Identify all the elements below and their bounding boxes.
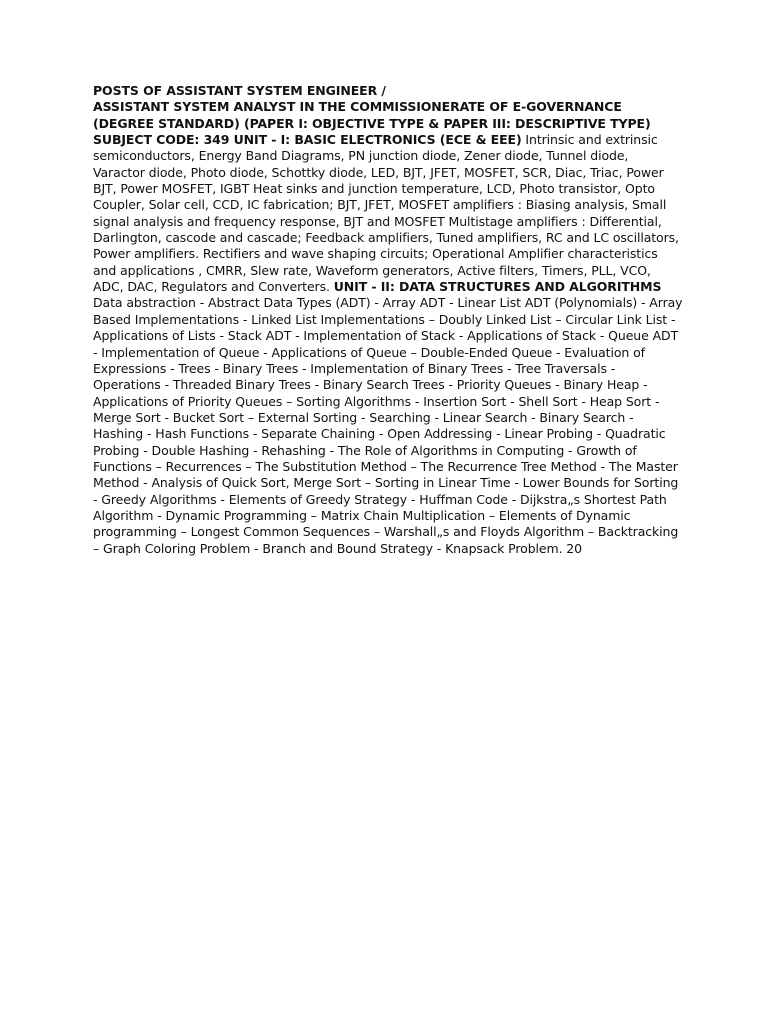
unit2-body: Data abstraction - Abstract Data Types (ADT) - Array ADT - Linear List ADT (Polynomials) - Array Based Implementations - Linked List Implementations – Doubly Linked List – Circular Link List - Applications of Lists - Stack ADT - Implementation of Stack - Applications of Stack - Queue ADT - Implementation of Queue - Applications of Queue – Double-Ended Queue - Evaluation of Expressions - Trees - Binary Trees - Implementation of Binary Trees - Tree Traversals - Operations - Threaded Binary Trees - Binary Search Trees - Priority Queues - Binary Heap - Applications of Priority Queues – Sorting Algorithms - Insertion Sort - Shell Sort - Heap Sort - Merge Sort - Bucket Sort – External Sorting - Searching - Linear Search - Binary Search - Hashing - Hash Functions - Separate Chaining - Open Addressing - Linear Probing - Quadratic Probing - Double Hashing - Rehashing - The Role of Algorithms in Computing - Growth of Functions – Recurrences – The Substitution Method – The Recurrence Tree Method - The Master Method - Analysis of Quick Sort, Merge Sort – Sorting in Linear Time - Lower Bounds for Sorting - Greedy Algorithms - Elements of Greedy Strategy - Huffman Code - Dijkstra„s Shortest Path Algorithm - Dynamic Programming – Matrix Chain Multiplication – Elements of Dynamic programming – Longest Common Sequences – Warshall„s and Floyds Algorithm – Backtracking – Graph Coloring Problem - Branch and Bound Strategy - Knapsack Problem. 20 [93, 295, 683, 556]
document-title-line2: ASSISTANT SYSTEM ANALYST IN THE COMMISSIONERATE OF E-GOVERNANCE [93, 99, 622, 115]
unit1-body: Intrinsic and extrinsic semiconductors, Energy Band Diagrams, PN junction diode, Zener diode, Tunnel diode, Varactor diode, Photo diode, Schottky diode, LED, BJT, JFET, MOSFET, SCR, Diac, Triac, Power BJT, Power MOSFET, IGBT Heat sinks and junction temperature, LCD, Photo transistor, Opto Coupler, Solar cell, CCD, IC fabrication; BJT, JFET, MOSFET amplifiers : Biasing analysis, Small signal analysis and frequency response, BJT and MOSFET Multistage amplifiers : Differential, Darlington, cascode and cascade; Feedback amplifiers, Tuned amplifiers, RC and LC oscillators, Power amplifiers. Rectifiers and wave shaping circuits; Operational Amplifier characteristics and applications , CMRR, Slew rate, Waveform generators, Active filters, Timers, PLL, VCO, ADC, DAC, Regulators and Converters. [93, 132, 679, 295]
unit1-heading: (DEGREE STANDARD) (PAPER I: OBJECTIVE TYPE & PAPER III: DESCRIPTIVE TYPE) SUBJECT CODE: 349 UNIT - I: BASIC ELECTRONICS (ECE & EEE) [93, 115, 651, 148]
document-page [93, 83, 683, 557]
document-title-line1: POSTS OF ASSISTANT SYSTEM ENGINEER / [93, 83, 386, 98]
unit2-heading: UNIT - II: DATA STRUCTURES AND ALGORITHMS [333, 279, 662, 295]
syllabus-text [93, 83, 683, 557]
